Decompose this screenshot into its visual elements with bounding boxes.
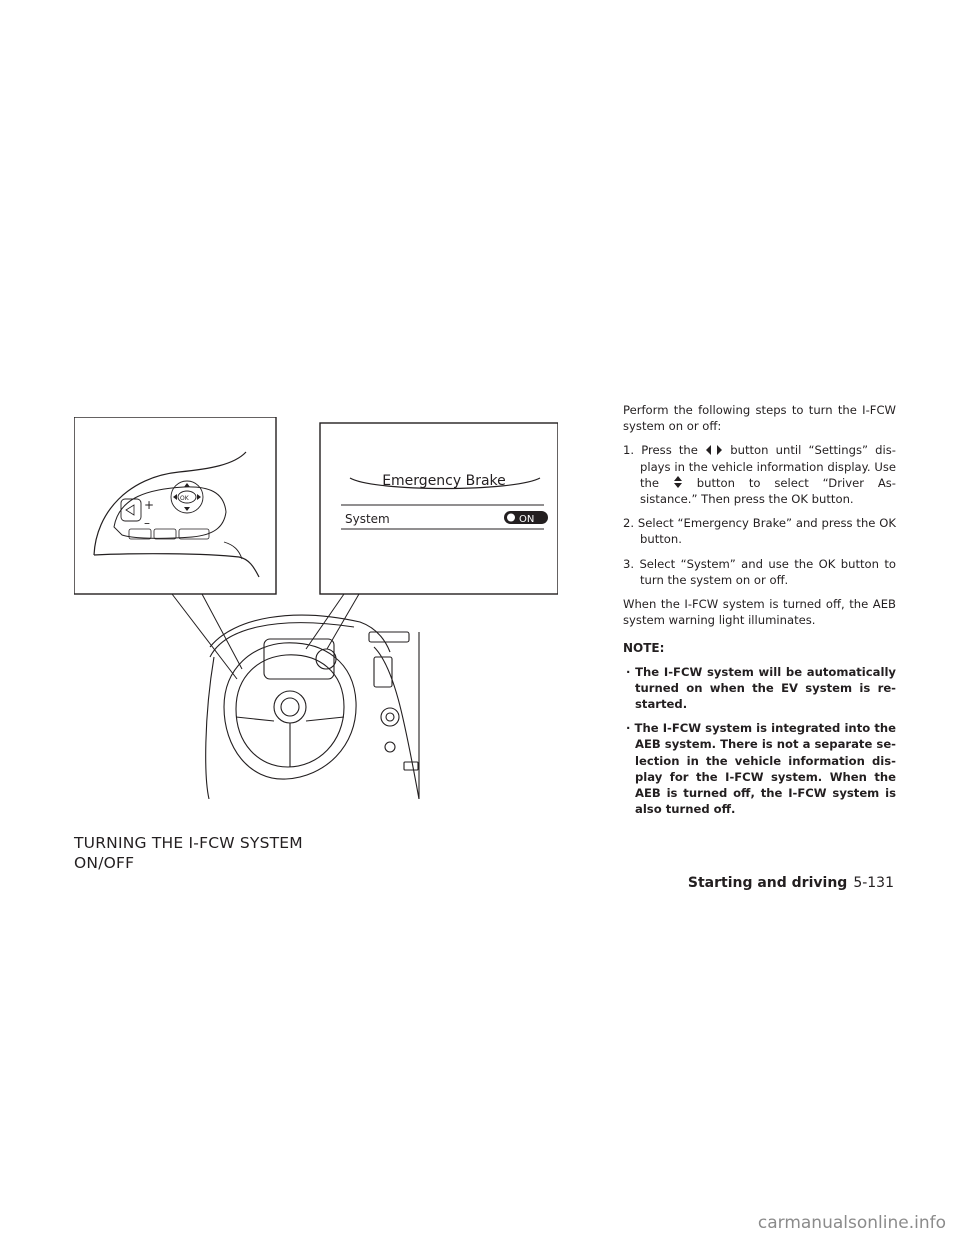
bullet-dot-icon: · — [626, 664, 631, 679]
up-down-arrows-icon — [673, 475, 683, 489]
steering-wheel-illustration — [74, 417, 558, 799]
display-inset — [320, 423, 558, 594]
step-1 — [623, 442, 896, 507]
steering-switch-drawing — [94, 452, 259, 577]
toggle-state: ON — [519, 514, 535, 525]
dashboard-drawing — [206, 615, 419, 799]
after-paragraph: When the I-FCW system is turned off, the AEB system warning light illuminates. — [623, 597, 896, 628]
display-title: Emergency Brake — [382, 473, 506, 489]
steering-switch-inset — [74, 417, 276, 594]
step-1-text-b: button until “Settings” dis- plays in the vehicle information display. Use the — [640, 443, 896, 490]
bullet-dot-icon: · — [626, 721, 631, 736]
note-bullet-2-text: The I-FCW system is integrated into the AEB system. There is not a separate se- lection in the vehicle information dis- play for the I-FCW system. When the AEB is turned off, the I-FCW system is also turned off. — [634, 721, 896, 817]
step-3-number: 3. — [623, 556, 635, 571]
note-heading: NOTE: — [623, 641, 665, 656]
intro-paragraph: Perform the following steps to turn the I-FCW system on or off: — [623, 403, 896, 434]
note-bullet-1 — [623, 664, 896, 713]
plus-label: + — [144, 498, 155, 512]
note-bullet-1-text: The I-FCW system will be automatically turned on when the EV system is re- started. — [635, 664, 896, 712]
left-right-arrows-icon — [705, 444, 723, 456]
step-2 — [623, 515, 896, 547]
instructions-column — [623, 402, 896, 825]
page-number: 5-131 — [853, 875, 894, 891]
page-footer — [688, 875, 894, 891]
note-bullet-2 — [623, 720, 896, 817]
watermark[interactable]: carmanualsonline.info — [757, 1213, 946, 1233]
footer-section-name: Starting and driving — [687, 875, 848, 891]
step-1-number: 1. — [623, 443, 635, 458]
display-item-system: System — [345, 512, 390, 526]
step-3-text: Select “System” and use the OK button to turn the system on or off. — [639, 556, 896, 587]
minus-label: – — [144, 516, 150, 530]
step-3 — [623, 556, 896, 588]
toggle-knob — [507, 514, 515, 522]
section-heading-line1: TURNING THE I-FCW SYSTEM — [74, 834, 303, 852]
step-2-number: 2. — [623, 516, 635, 531]
step-1-text-c: button to select “Driver As- sistance.” Then press the OK button. — [640, 475, 896, 507]
ok-button-label: OK — [180, 495, 189, 502]
step-1-text-a: Press the — [641, 443, 698, 458]
section-heading — [74, 833, 334, 873]
step-2-text: Select “Emergency Brake” and press the OK button. — [637, 516, 896, 547]
section-heading-line2: ON/OFF — [74, 854, 135, 872]
info-display — [341, 473, 548, 529]
